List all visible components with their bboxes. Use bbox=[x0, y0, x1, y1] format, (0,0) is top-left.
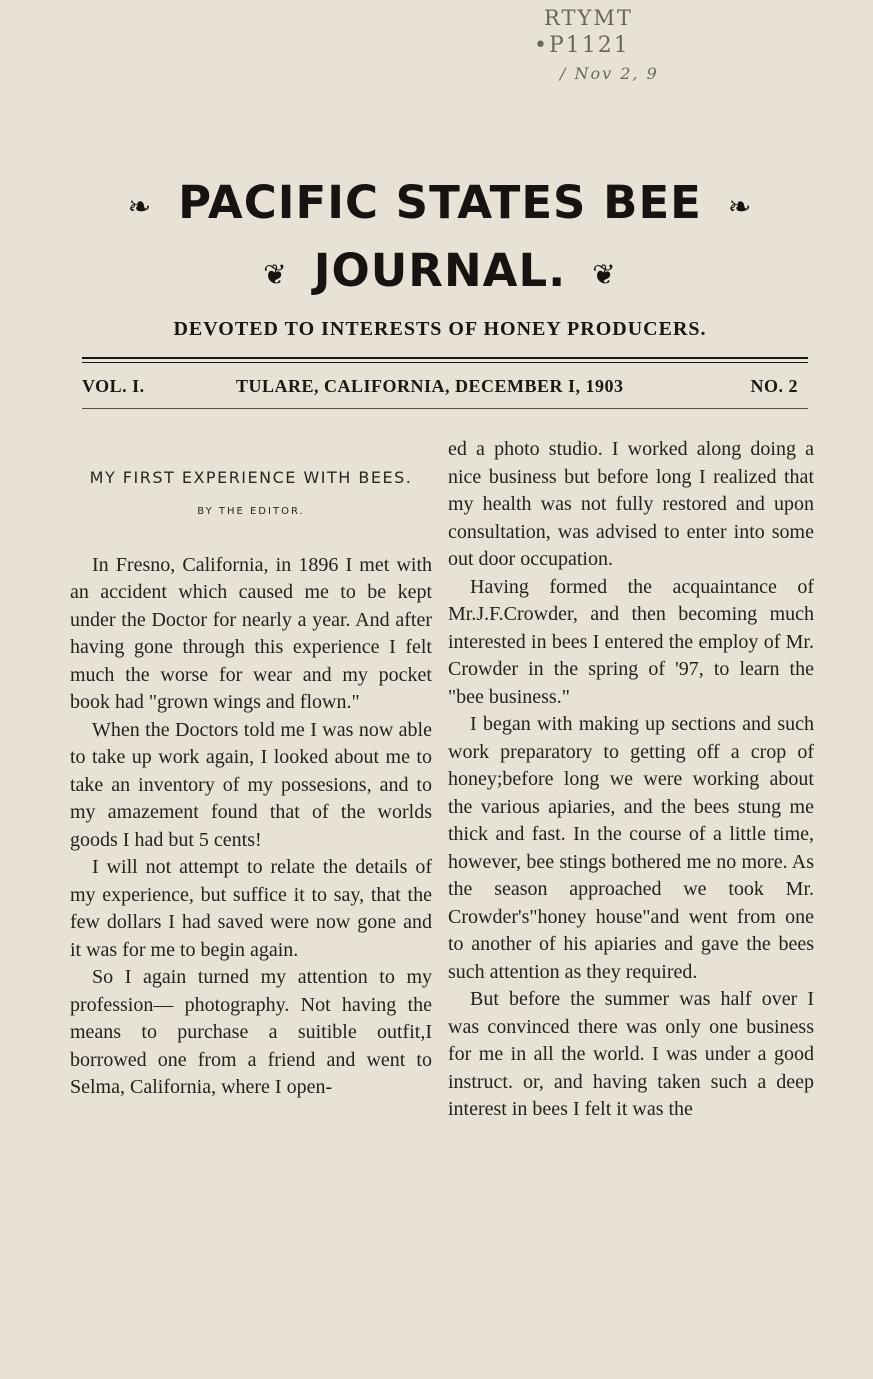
article-paragraph: I will not attempt to relate the details of my experience, but suffice it to say, that the few dollars I had saved were now gone and it was for me to begin again. bbox=[70, 856, 432, 961]
issue-number-label: NO. 2 bbox=[750, 376, 798, 396]
handwritten-line-3: / Nov 2, 9 bbox=[560, 64, 659, 83]
article-paragraph: So I again turned my attention to my profession— photography. Not having the means to purchase a suitible outfit,I borrowed one from a friend and went to Selma, California, where I open- bbox=[70, 966, 432, 1098]
place-date-label: TULARE, CALIFORNIA, DECEMBER I, 1903 bbox=[236, 376, 624, 396]
article-title: MY FIRST EXPERIENCE WITH BEES. bbox=[89, 468, 413, 487]
handwritten-line-1: RTYMT bbox=[544, 6, 633, 30]
journal-tagline: DEVOTED TO INTERESTS OF HONEY PRODUCERS. bbox=[173, 318, 707, 340]
volume-label: VOL. I. bbox=[82, 376, 145, 396]
article-paragraph: ed a photo studio. I worked along doing a nice business but before long I realized that my health was not fully restored and upon consultation, was advised to enter into some out door occupation. bbox=[448, 438, 814, 570]
divider-rule bbox=[82, 362, 808, 363]
article-paragraph: I began with making up sections and such work preparatory to getting off a crop of honey;before long we were working about the various apiaries, and the bees stung me thick and fast. In the course of a little time, however, bee stings bothered me no more. As the season approached we took Mr. Crowder's"honey house"and went from one to another of his apiaries and gave the bees such attention as they required. bbox=[448, 713, 814, 983]
article-paragraph: When the Doctors told me I was now able to take up work again, I looked about me to take an inventory of my possesions, and to my amazement found that of the worlds goods I had but 5 cents! bbox=[70, 718, 432, 851]
article-paragraph: Having formed the acquaintance of Mr.J.F.Crowder, and then becoming much interested in bees I entered the employ of Mr. Crowder in the spring of '97, to learn the "bee business." bbox=[448, 575, 814, 708]
leaf-ornament-icon: ❦ bbox=[592, 257, 617, 291]
handwritten-line-2: •P1121 bbox=[534, 33, 630, 58]
article-byline: BY THE EDITOR. bbox=[197, 506, 305, 517]
article-column-right bbox=[448, 436, 814, 1124]
leaf-ornament-icon: ❧ bbox=[727, 189, 753, 223]
handwritten-catalog-note bbox=[520, 4, 700, 88]
masthead-line-1 bbox=[40, 176, 840, 229]
divider-rule bbox=[82, 357, 808, 359]
article-paragraph: But before the summer was half over I was convinced there was only one business for me in all the world. I was under a good instruct. or, and having taken such a deep interest in bees I felt it was the bbox=[448, 988, 814, 1120]
leaf-ornament-icon: ❧ bbox=[127, 189, 153, 223]
leaf-ornament-icon: ❦ bbox=[263, 257, 288, 291]
journal-title-line-2: JOURNAL. bbox=[313, 244, 567, 297]
article-paragraph: In Fresno, California, in 1896 I met with an accident which caused me to be kept under the Doctor for nearly a year. And after having gone through this experience I felt much the worse for wear and my pocket book had "grown wings and flown." bbox=[70, 553, 432, 713]
article-column-left bbox=[70, 436, 432, 1102]
masthead-line-2 bbox=[40, 244, 840, 297]
divider-rule bbox=[82, 408, 808, 409]
journal-title-line-1: PACIFIC STATES BEE bbox=[178, 176, 702, 229]
